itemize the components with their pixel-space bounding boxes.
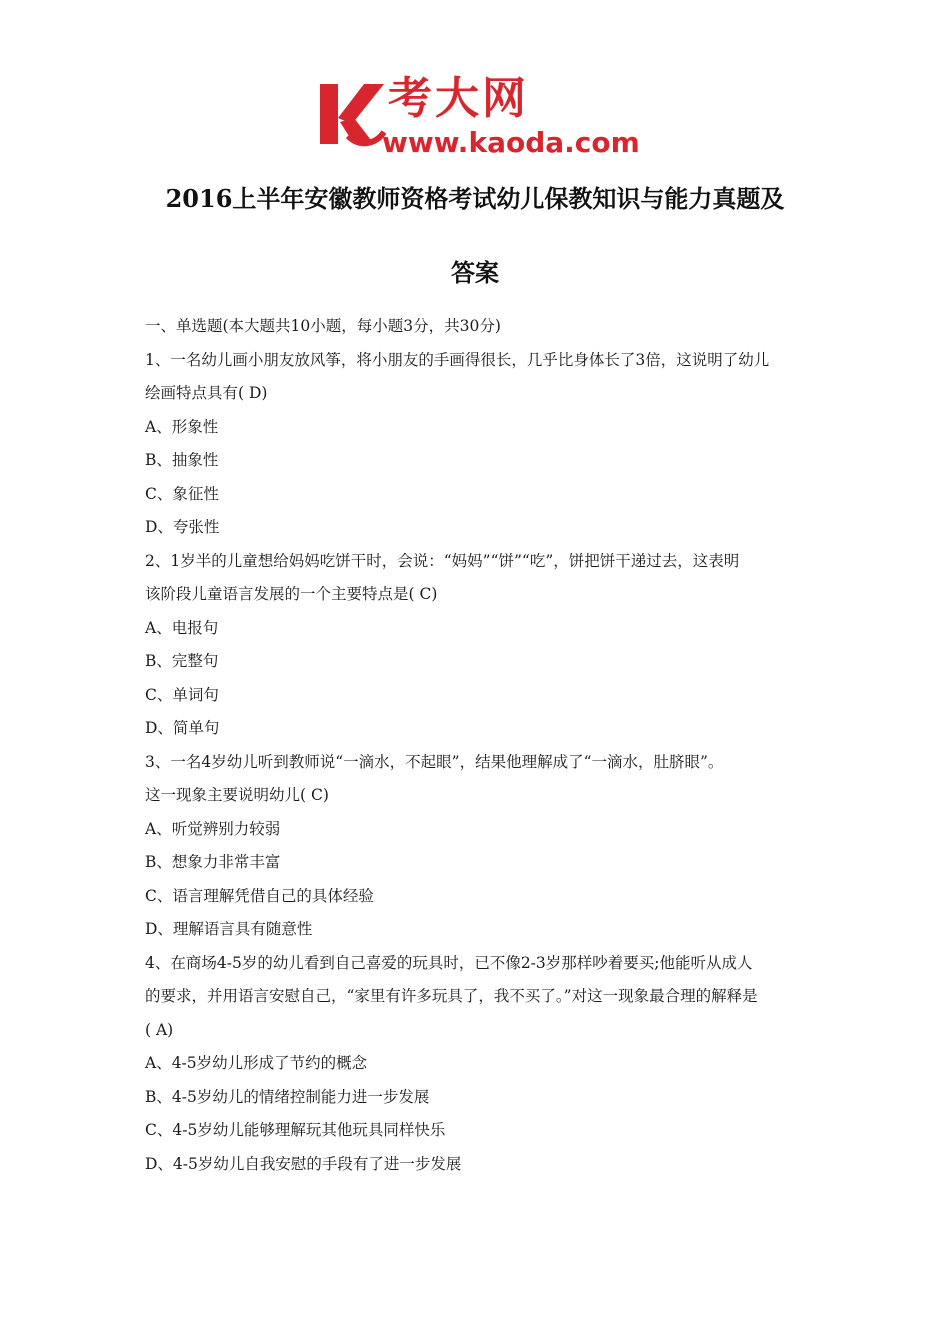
question-stem-line: 2、1岁半的儿童想给妈妈吃饼干时，会说：“妈妈”“饼”“吃”，饼把饼干递过去，这表明 [145, 551, 740, 570]
k-logo-icon [318, 78, 386, 150]
option-c: C、单词句 [145, 685, 219, 704]
document-body [145, 310, 825, 1181]
option-c: C、语言理解凭借自己的具体经验 [145, 886, 374, 905]
question-1 [145, 344, 825, 545]
question-stem-line: 的要求，并用语言安慰自己，“家里有许多玩具了，我不买了。”对这一现象最合理的解释是 [145, 987, 758, 1005]
option-d: D、理解语言具有随意性 [145, 920, 313, 938]
question-stem-line: ( A) [145, 1020, 174, 1039]
option-b: B、想象力非常丰富 [145, 853, 281, 871]
option-a: A、听觉辨别力较弱 [145, 819, 281, 838]
option-d: D、夸张性 [145, 518, 220, 536]
question-2 [145, 545, 825, 746]
document-title-line-2: 答案 [451, 258, 499, 287]
kaoda-logo [318, 73, 640, 160]
option-d: D、简单句 [145, 719, 220, 737]
question-stem-line: 绘画特点具有( D) [145, 384, 268, 402]
question-stem-line: 3、一名4岁幼儿听到教师说“一滴水，不起眼”，结果他理解成了“一滴水，肚脐眼”。 [145, 752, 724, 771]
logo-url-text: www.kaoda.com [382, 126, 640, 159]
option-c: C、象征性 [145, 484, 219, 503]
option-a: A、4-5岁幼儿形成了节约的概念 [145, 1054, 368, 1072]
question-stem-line: 这一现象主要说明幼儿( C) [145, 786, 329, 804]
option-c: C、4-5岁幼儿能够理解玩其他玩具同样快乐 [145, 1121, 446, 1139]
section-heading: 一、单选题(本大题共10小题，每小题3分，共30分) [145, 317, 501, 335]
question-stem-line: 该阶段儿童语言发展的一个主要特点是( C) [145, 585, 438, 603]
document-title-line-1: 2016上半年安徽教师资格考试幼儿保教知识与能力真题及 [165, 184, 785, 213]
option-a: A、形象性 [145, 417, 219, 436]
question-stem-line: 4、在商场4-5岁的幼儿看到自己喜爱的玩具时，已不像2-3岁那样吵着要买;他能听从成人 [145, 953, 753, 972]
option-b: B、4-5岁幼儿的情绪控制能力进一步发展 [145, 1087, 430, 1106]
option-b: B、抽象性 [145, 451, 219, 469]
question-3 [145, 746, 825, 947]
option-b: B、完整句 [145, 652, 219, 670]
option-a: A、电报句 [145, 618, 219, 637]
logo-brand-text: 考大网 [388, 73, 529, 124]
option-d: D、4-5岁幼儿自我安慰的手段有了进一步发展 [145, 1154, 462, 1173]
question-stem-line: 1、一名幼儿画小朋友放风筝，将小朋友的手画得很长，几乎比身体长了3倍，这说明了幼儿 [145, 350, 770, 369]
question-4 [145, 947, 825, 1182]
